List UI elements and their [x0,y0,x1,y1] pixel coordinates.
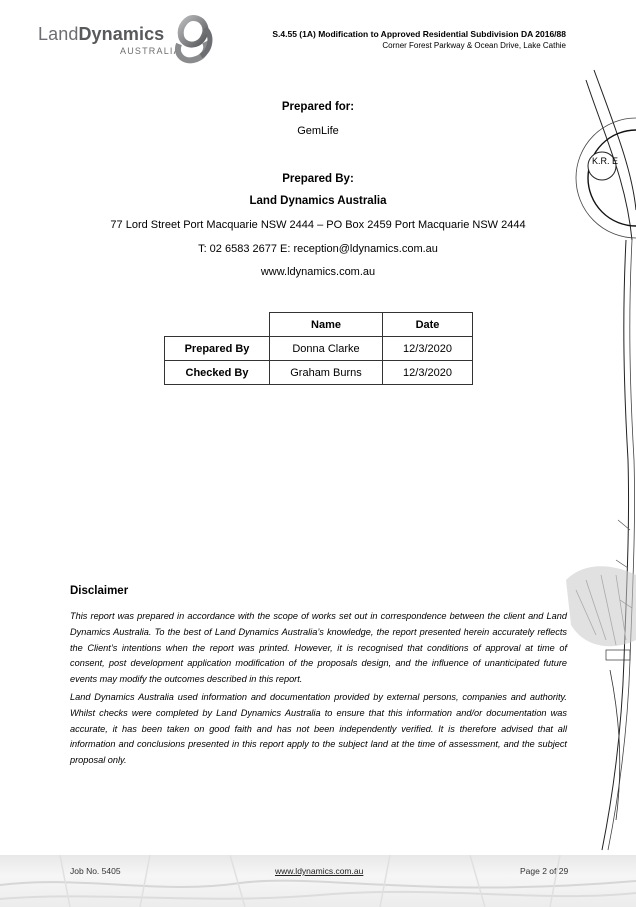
table-cell: 12/3/2020 [383,361,473,385]
header-title: S.4.55 (1A) Modification to Approved Residential Subdivision DA 2016/88 [272,29,566,39]
table-cell: 12/3/2020 [383,337,473,361]
table-header-cell: Name [270,313,383,337]
company-address: 77 Lord Street Port Macquarie NSW 2444 – PO Box 2459 Port Macquarie NSW 2444 [110,219,526,231]
table-row [165,337,473,361]
prepared-by-label: Prepared By: [282,173,354,185]
company-website: www.ldynamics.com.au [260,266,376,278]
footer-website-link[interactable]: www.ldynamics.com.au [275,866,364,876]
logo-knot-icon [169,14,217,66]
table-row [165,361,473,385]
company-logo [38,14,218,70]
company-contact: T: 02 6583 2677 E: reception@ldynamics.com.au [198,243,438,255]
table-cell: Prepared By [165,337,270,361]
header-subtitle: Corner Forest Parkway & Ocean Drive, Lake Cathie [382,41,566,50]
footer-grass-texture [0,855,636,907]
logo-wordmark [38,24,164,45]
table-header-row [165,313,473,337]
header-project-info [272,29,566,50]
logo-subtitle: AUSTRALIA [120,46,181,56]
table-header-cell [165,313,270,337]
disclaimer-paragraph-1: This report was prepared in accordance with the scope of works set out in correspondence between the client and Land Dynamics Australia. To the best of Land Dynamics Australia’s knowledge, the report presented herein accurately reflects the Client’s intentions when the report was printed. However, it is recognised that conditions of approval at time of consent, post development application modification of the proposals design, and the influence of unanticipated future events may modify the outcomes described in this report. [70,611,567,685]
footer-page-number: Page 2 of 29 [520,866,569,876]
company-name: Land Dynamics Australia [249,195,387,207]
signoff-table [164,312,473,385]
page-footer [0,855,636,907]
prepared-for-label: Prepared for: [281,101,355,113]
table-cell: Donna Clarke [270,337,383,361]
disclaimer-paragraph-2: Land Dynamics Australia used information and documentation provided by external persons, companies and authority. Whilst checks were completed by Land Dynamics Australia to ensure that this information and/or documentation was accurate, it has been taken on good faith and has not been independently verified. It is therefore advised that all information and conclusions presented in this report apply to the subject land at the time of assessment, and the subject proposal only. [70,692,567,766]
disclaimer-title: Disclaimer [70,585,129,597]
drawing-label: K.R. E [592,156,619,166]
table-cell: Checked By [165,361,270,385]
table-cell: Graham Burns [270,361,383,385]
footer-job-number: Job No. 5405 [70,866,121,876]
table-header-cell: Date [383,313,473,337]
client-name: GemLife [297,125,339,137]
logo-land-text: Land [38,24,79,44]
logo-dynamics-text: Dynamics [78,24,165,44]
